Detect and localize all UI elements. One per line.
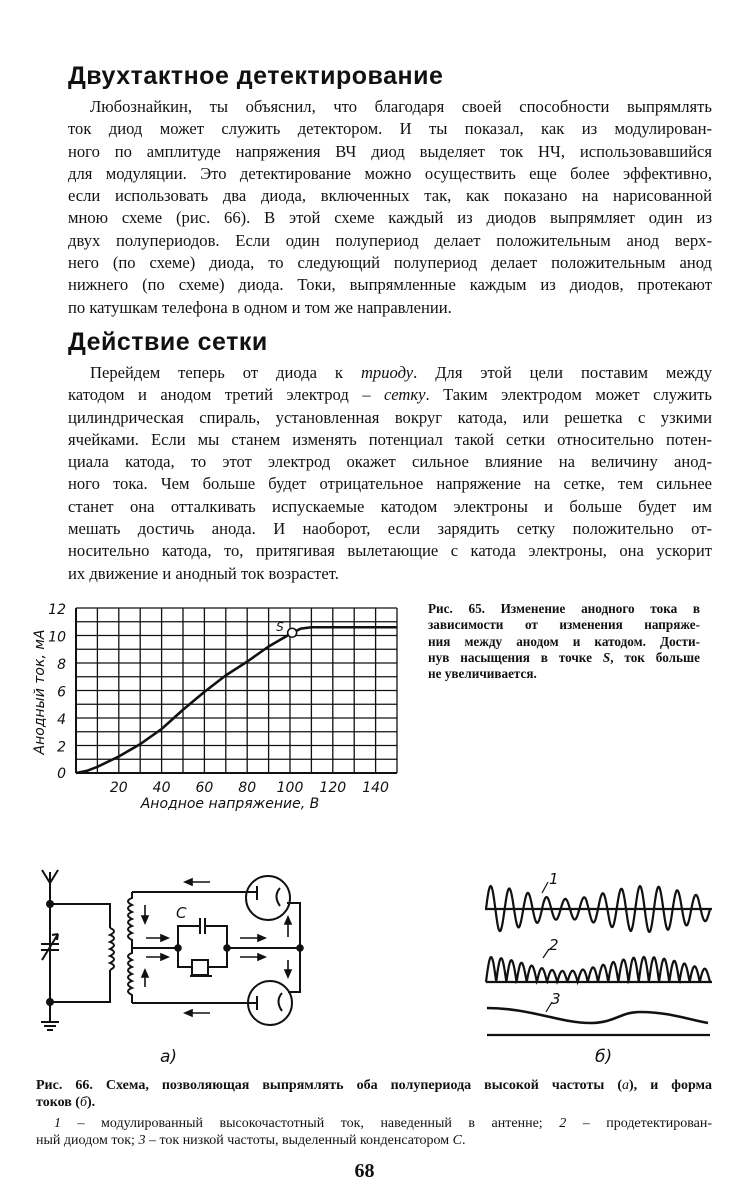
- text-line: [68, 540, 712, 562]
- italic-text: триоду: [360, 363, 414, 382]
- x-tick-label: 120: [319, 780, 347, 796]
- text-segment: ), и форма: [629, 1078, 712, 1093]
- text-segment: Рис. 66. Схема, позволяющая выпрямлять оба полупериода высокой частоты (: [36, 1078, 622, 1093]
- text-segment: ячейками. Если мы станем изменять потенциал такой сетки относительно потен-: [68, 429, 712, 449]
- text-line: [36, 1115, 712, 1132]
- text-segment: . Для этой цели поставим между: [413, 363, 712, 382]
- text-segment: катодом и анодом третий электрод –: [68, 385, 385, 405]
- text-line: [68, 297, 712, 319]
- saturation-point-label: S: [276, 619, 284, 634]
- x-tick-label: 100: [276, 780, 304, 796]
- text-segment: токов (: [36, 1095, 80, 1110]
- figure-66-caption: [36, 1077, 712, 1149]
- text-segment: – продетектирован-: [566, 1116, 713, 1131]
- saturation-point-marker: [288, 628, 297, 637]
- text-segment: носительно катода, то, притягивая вылетающие с катода электроны, она ускорит: [68, 541, 712, 561]
- text-line: [36, 1077, 712, 1094]
- text-segment: для модуляции. Это детектирование можно осуществить еще более эффективно,: [68, 163, 712, 183]
- text-line: [68, 451, 712, 473]
- text-segment: двух полупериодов. Если один полупериод делает положительным анод верх-: [68, 230, 712, 250]
- text-line: [68, 207, 712, 229]
- diode-lower-icon: [248, 981, 292, 1025]
- italic-text: сетку: [384, 385, 426, 405]
- text-segment: станет она отталкивать испускаемые катодом электроны и больше будет им: [68, 496, 712, 516]
- text-segment: – ток низкой частоты, выделенный конденсатором: [145, 1133, 453, 1148]
- y-tick-label: 8: [57, 657, 66, 673]
- figure-65-caption: [428, 601, 700, 682]
- x-tick-label: 60: [195, 780, 214, 796]
- variable-capacitor-icon: [41, 934, 59, 960]
- text-segment: ный диодом ток;: [36, 1133, 139, 1148]
- text-segment: мешать достичь анода. И наоборот, если зарядить сетку положительно от-: [68, 519, 712, 539]
- curve-label-1: 1: [549, 870, 559, 888]
- figure-66a-label: а): [160, 1047, 178, 1067]
- text-segment: ного тока. Чем больше будет отрицательное напряжение на сетке, тем сильнее: [68, 474, 712, 494]
- text-line: [68, 96, 712, 118]
- text-line: [68, 274, 712, 296]
- detected-current-wave: [486, 957, 710, 982]
- text-line: [68, 429, 712, 451]
- text-line: [68, 230, 712, 252]
- heading-grid-action: Действие сетки: [68, 328, 268, 356]
- primary-coil: [110, 928, 114, 970]
- italic-text: а: [622, 1078, 629, 1093]
- text-line: [68, 384, 712, 406]
- modulated-hf-current-wave: [486, 886, 710, 932]
- text-segment: зависимости от изменения напряже-: [428, 617, 700, 633]
- text-segment: циала катода, то этот электрод окажет сильное влияние на величину анод-: [68, 452, 712, 472]
- x-tick-label: 20: [109, 780, 128, 796]
- text-segment: Перейдем теперь от диода к: [90, 363, 361, 382]
- text-segment: если использовать два диода, включенных так, как показано на нарисованной: [68, 186, 712, 206]
- capacitor-c-icon: [200, 918, 205, 934]
- page-number: 68: [354, 1160, 375, 1182]
- text-segment: не увеличивается.: [428, 666, 537, 682]
- y-axis-label: Анодный ток, мА: [32, 629, 48, 755]
- y-tick-label: 4: [57, 712, 66, 728]
- text-segment: – модулированный высокочастотный ток, наведенный в антенне;: [61, 1116, 560, 1131]
- figure-66b-label: б): [595, 1047, 613, 1067]
- x-tick-label: 40: [152, 780, 171, 796]
- text-line: [428, 617, 700, 633]
- series-line-anode-current: [76, 627, 397, 773]
- ground-icon: [41, 1022, 59, 1030]
- text-segment: ).: [87, 1095, 96, 1110]
- secondary-coil: [128, 892, 132, 1003]
- y-tick-label: 0: [57, 766, 66, 782]
- paragraph-grid-action: [68, 362, 712, 585]
- italic-text: б: [79, 1095, 87, 1110]
- curve-label-2: 2: [549, 936, 559, 954]
- italic-text: 1: [54, 1116, 61, 1131]
- text-segment: нижнего (по схеме) диода. Токи, выпрямленные каждым из диодов, протекают: [68, 275, 712, 295]
- text-segment: цилиндрическая спираль, установленная вокруг катода, или решетка с узкими: [68, 407, 712, 427]
- text-segment: . Таким электродом может служить: [425, 385, 713, 405]
- x-axis-label: Анодное напряжение, В: [140, 796, 320, 812]
- text-line: [68, 407, 712, 429]
- text-line: [68, 518, 712, 540]
- text-segment: ного по амплитуде напряжения ВЧ диод выделяет ток НЧ, использовавшийся: [68, 141, 712, 161]
- text-line: [68, 252, 712, 274]
- heading-push-pull-detection: Двухтактное детектирование: [68, 62, 444, 90]
- x-tick-label: 80: [238, 780, 257, 796]
- text-line: [68, 563, 712, 585]
- lf-current-wave: [487, 1008, 708, 1023]
- text-line: [36, 1094, 712, 1111]
- text-line: [428, 601, 700, 617]
- text-segment: по катушкам телефона в одном и том же направлении.: [68, 297, 452, 317]
- italic-text: 2: [559, 1116, 567, 1131]
- italic-text: С: [452, 1133, 462, 1148]
- text-line: [428, 634, 700, 650]
- text-segment: мною схеме (рис. 66). В этой схеме каждый из диодов выпрямляет один из: [68, 208, 712, 228]
- text-line: [428, 650, 700, 666]
- italic-text: 3: [138, 1133, 146, 1148]
- text-segment: Любознайкин, ты объяснил, что благодаря своей способности выпрямлять: [90, 97, 712, 116]
- curve-label-3: 3: [551, 990, 561, 1008]
- x-tick-label: 140: [362, 780, 389, 796]
- text-line: [68, 118, 712, 140]
- text-line: [68, 473, 712, 495]
- text-segment: , ток больше: [610, 649, 700, 665]
- y-tick-label: 10: [48, 629, 66, 646]
- text-segment: .: [461, 1133, 466, 1148]
- text-segment: ния между анодом и катодом. Дости-: [428, 633, 700, 649]
- text-segment: их движение и анодный ток возрастет.: [68, 563, 339, 583]
- text-line: [68, 163, 712, 185]
- italic-text: S: [602, 649, 611, 665]
- text-line: [68, 496, 712, 518]
- text-line: [68, 185, 712, 207]
- text-segment: нув насыщения в точке: [428, 649, 603, 665]
- capacitor-label: C: [176, 904, 187, 922]
- text-line: [36, 1132, 712, 1149]
- text-segment: ток диод может служить детектором. И ты показал, как из модулирован-: [68, 119, 712, 139]
- antenna-icon: [42, 870, 58, 883]
- y-tick-label: 6: [57, 684, 66, 701]
- diode-upper-icon: [246, 876, 290, 920]
- text-segment: него (по схеме) диода, то следующий полупериод делает положительным анод: [68, 253, 712, 273]
- y-tick-label: 2: [57, 739, 66, 756]
- text-line: [68, 141, 712, 163]
- text-line: [68, 362, 712, 384]
- paragraph-push-pull: [68, 96, 712, 319]
- y-tick-label: 12: [48, 602, 66, 618]
- current-arrows: [142, 879, 291, 1016]
- text-segment: Рис. 65. Изменение анодного тока в: [428, 601, 700, 616]
- telephone-icon: [192, 960, 208, 975]
- text-line: [428, 666, 700, 682]
